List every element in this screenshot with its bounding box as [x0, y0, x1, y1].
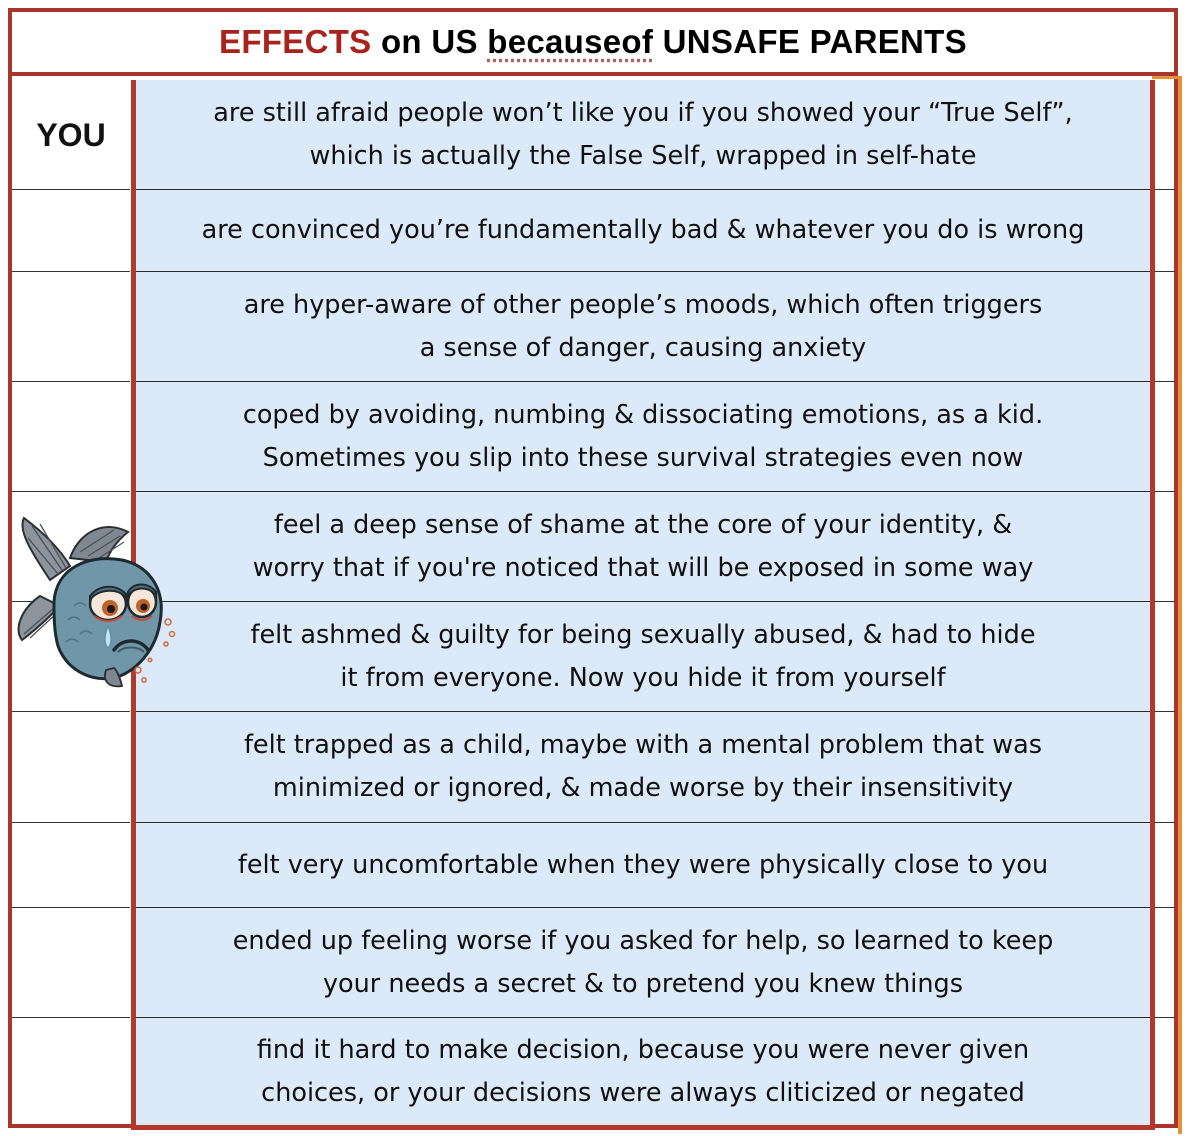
list-item [136, 712, 1150, 823]
orange-margin-tick [1152, 76, 1180, 79]
label-cell [12, 908, 130, 1018]
orange-margin-line [1178, 76, 1182, 1134]
margin-cell [1155, 382, 1175, 492]
list-item-text: felt very uncomfortable when they were physically close to you [237, 849, 1049, 880]
list-item [136, 823, 1150, 908]
title-unsafe-parents: UNSAFE PARENTS [653, 23, 967, 60]
list-item [136, 602, 1150, 712]
list-item [136, 190, 1150, 272]
list-item [136, 908, 1150, 1018]
label-cell [12, 382, 130, 492]
margin-cell [1155, 908, 1175, 1018]
list-item-text: felt trapped as a child, maybe with a mental problem that was minimized or ignored, & made worse by their insensitivity [243, 730, 1043, 803]
margin-cell [1155, 823, 1175, 908]
margin-cell [1155, 492, 1175, 602]
sad-fish-icon [10, 510, 182, 690]
right-margin-column [1155, 80, 1175, 1124]
margin-cell [1155, 190, 1175, 272]
list-item-text: are still afraid people won’t like you if you showed your “True Self”, which is actually the False Self, wrapped in self-hate [213, 97, 1073, 171]
title-banner [8, 8, 1178, 76]
label-cell [12, 190, 130, 272]
title-effects: EFFECTS [219, 23, 372, 60]
margin-cell [1155, 272, 1175, 382]
list-item [136, 492, 1150, 602]
label-cell [12, 712, 130, 823]
page-title [219, 23, 967, 61]
list-item-text: find it hard to make decision, because you were never given choices, or your decisions were always cliticized or negated [256, 1034, 1030, 1108]
list-item [136, 1018, 1150, 1125]
margin-cell [1155, 712, 1175, 823]
margin-cell [1155, 80, 1175, 190]
list-item-text: ended up feeling worse if you asked for help, so learned to keep your needs a secret & to pretend you knew things [232, 925, 1054, 999]
list-item-text: feel a deep sense of shame at the core of your identity, & worry that if you're noticed that will be exposed in some way [252, 509, 1034, 583]
list-item-text: felt ashmed & guilty for being sexually abused, & had to hide it from everyone. Now you hide it from yourself [250, 619, 1036, 693]
list-item-text: are convinced you’re fundamentally bad & whatever you do is wrong [201, 215, 1085, 245]
label-cell [12, 272, 130, 382]
effects-list [131, 80, 1155, 1130]
title-on-us: on US [371, 23, 488, 60]
list-item [136, 80, 1150, 190]
list-item-text: coped by avoiding, numbing & dissociating emotions, as a kid. Sometimes you slip into these survival strategies even now [242, 399, 1044, 473]
list-item-text: are hyper-aware of other people’s moods, which often triggers a sense of danger, causing anxiety [243, 289, 1043, 363]
title-becauseof: becauseof [487, 23, 654, 60]
list-item [136, 382, 1150, 492]
label-cell [12, 823, 130, 908]
list-item [136, 272, 1150, 382]
margin-cell [1155, 602, 1175, 712]
you-label: YOU [36, 116, 106, 153]
